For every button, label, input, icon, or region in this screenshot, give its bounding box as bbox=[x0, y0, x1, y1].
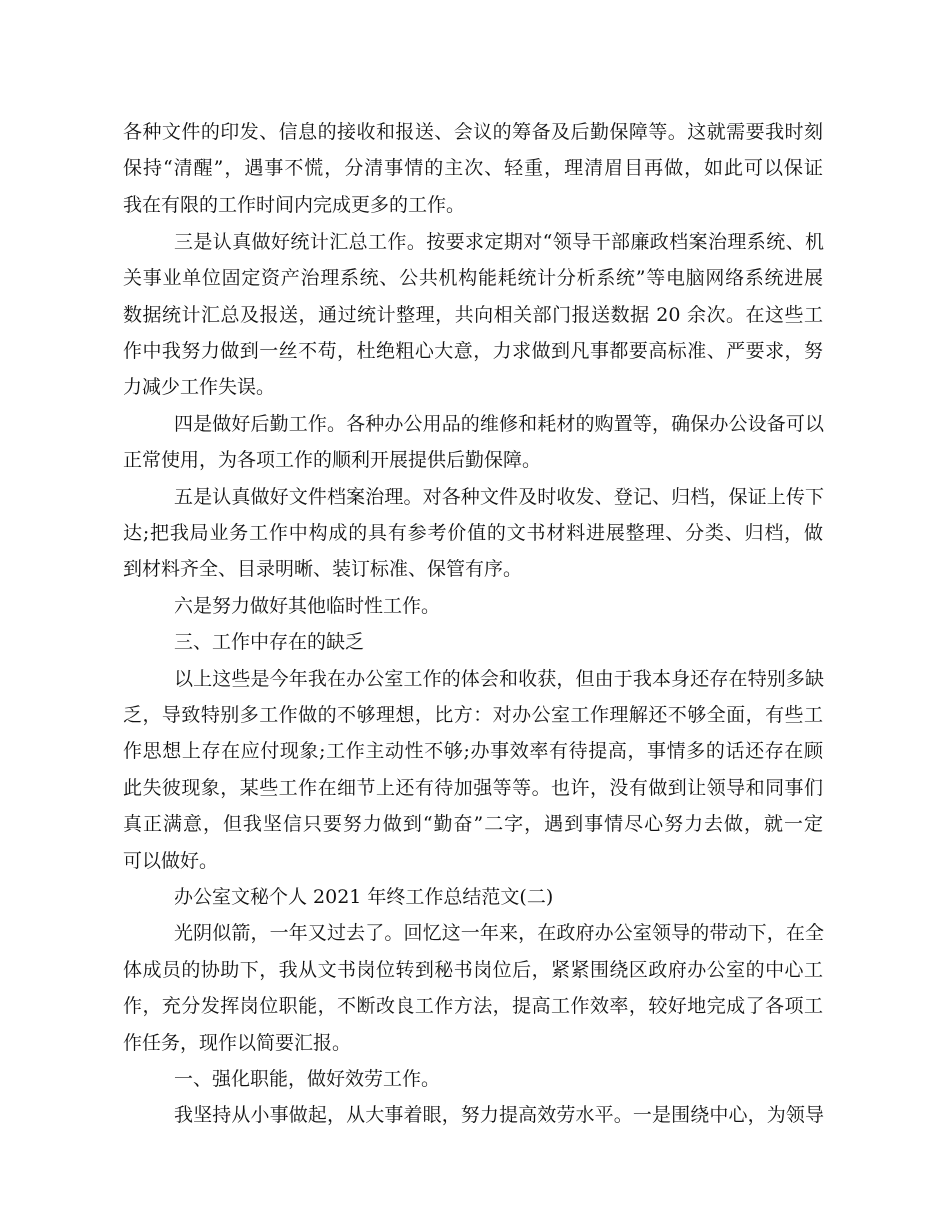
text-line: 保持“清醒”，遇事不慌，分清事情的主次、轻重，理清眉目再做，如此可以保证 bbox=[123, 157, 823, 179]
text-line: 此失彼现象，某些工作在细节上还有待加强等等。也许，没有做到让领导和同事们 bbox=[123, 777, 823, 799]
text-line: 我在有限的工作时间内完成更多的工作。 bbox=[123, 194, 466, 216]
section-heading: 三、工作中存在的缺乏 bbox=[174, 631, 365, 653]
paragraph-start-line: 以上这些是今年我在办公室工作的体会和收获，但由于我本身还存在特别多缺 bbox=[174, 668, 824, 690]
text-line: 作中我努力做到一丝不苟，杜绝粗心大意，力求做到凡事都要高标准、严要求，努 bbox=[123, 340, 823, 362]
text-line: 真正满意，但我坚信只要努力做到“勤奋”二字，遇到事情尽心努力去做，就一定 bbox=[123, 813, 823, 835]
section-heading: 一、强化职能，做好效劳工作。 bbox=[174, 1068, 441, 1090]
paragraph-start-line: 六是努力做好其他临时性工作。 bbox=[174, 595, 441, 617]
text-line: 作思想上存在应付现象;工作主动性不够;办事效率有待提高，事情多的话还存在顾 bbox=[123, 740, 823, 762]
text-line: 体成员的协助下，我从文书岗位转到秘书岗位后，紧紧围绕区政府办公室的中心工 bbox=[123, 959, 823, 981]
text-line: 到材料齐全、目录明晰、装订标准、保管有序。 bbox=[123, 558, 523, 580]
text-line: 达;把我局业务工作中构成的具有参考价值的文书材料进展整理、分类、归档，做 bbox=[123, 522, 823, 544]
text-line: 各种文件的印发、信息的接收和报送、会议的筹备及后勤保障等。这就需要我时刻 bbox=[123, 121, 823, 143]
text-line: 数据统计汇总及报送，通过统计整理，共向相关部门报送数据 20 余次。在这些工 bbox=[123, 304, 823, 326]
text-line: 力减少工作失误。 bbox=[123, 376, 276, 398]
text-line: 乏，导致特别多工作做的不够理想，比方：对办公室工作理解还不够全面，有些工 bbox=[123, 704, 823, 726]
paragraph-start-line: 四是做好后勤工作。各种办公用品的维修和耗材的购置等，确保办公设备可以 bbox=[174, 413, 824, 435]
text-line: 作任务，现作以简要汇报。 bbox=[123, 1032, 352, 1054]
text-line: 正常使用，为各项工作的顺利开展提供后勤保障。 bbox=[123, 449, 542, 471]
paragraph-start-line: 我坚持从小事做起，从大事着眼，努力提高效劳水平。一是围绕中心，为领导 bbox=[174, 1104, 824, 1126]
text-line: 作，充分发挥岗位职能，不断改良工作方法，提高工作效率，较好地完成了各项工 bbox=[123, 995, 823, 1017]
text-line: 可以做好。 bbox=[123, 850, 219, 872]
document-title: 办公室文秘个人 2021 年终工作总结范文(二) bbox=[174, 886, 554, 908]
paragraph-start-line: 光阴似箭，一年又过去了。回忆这一年来，在政府办公室领导的带动下，在全 bbox=[174, 922, 824, 944]
text-line: 关事业单位固定资产治理系统、公共机构能耗统计分析系统”等电脑网络系统进展 bbox=[123, 267, 823, 289]
paragraph-start-line: 五是认真做好文件档案治理。对各种文件及时收发、登记、归档，保证上传下 bbox=[174, 486, 824, 508]
paragraph-start-line: 三是认真做好统计汇总工作。按要求定期对“领导干部廉政档案治理系统、机 bbox=[174, 231, 824, 253]
